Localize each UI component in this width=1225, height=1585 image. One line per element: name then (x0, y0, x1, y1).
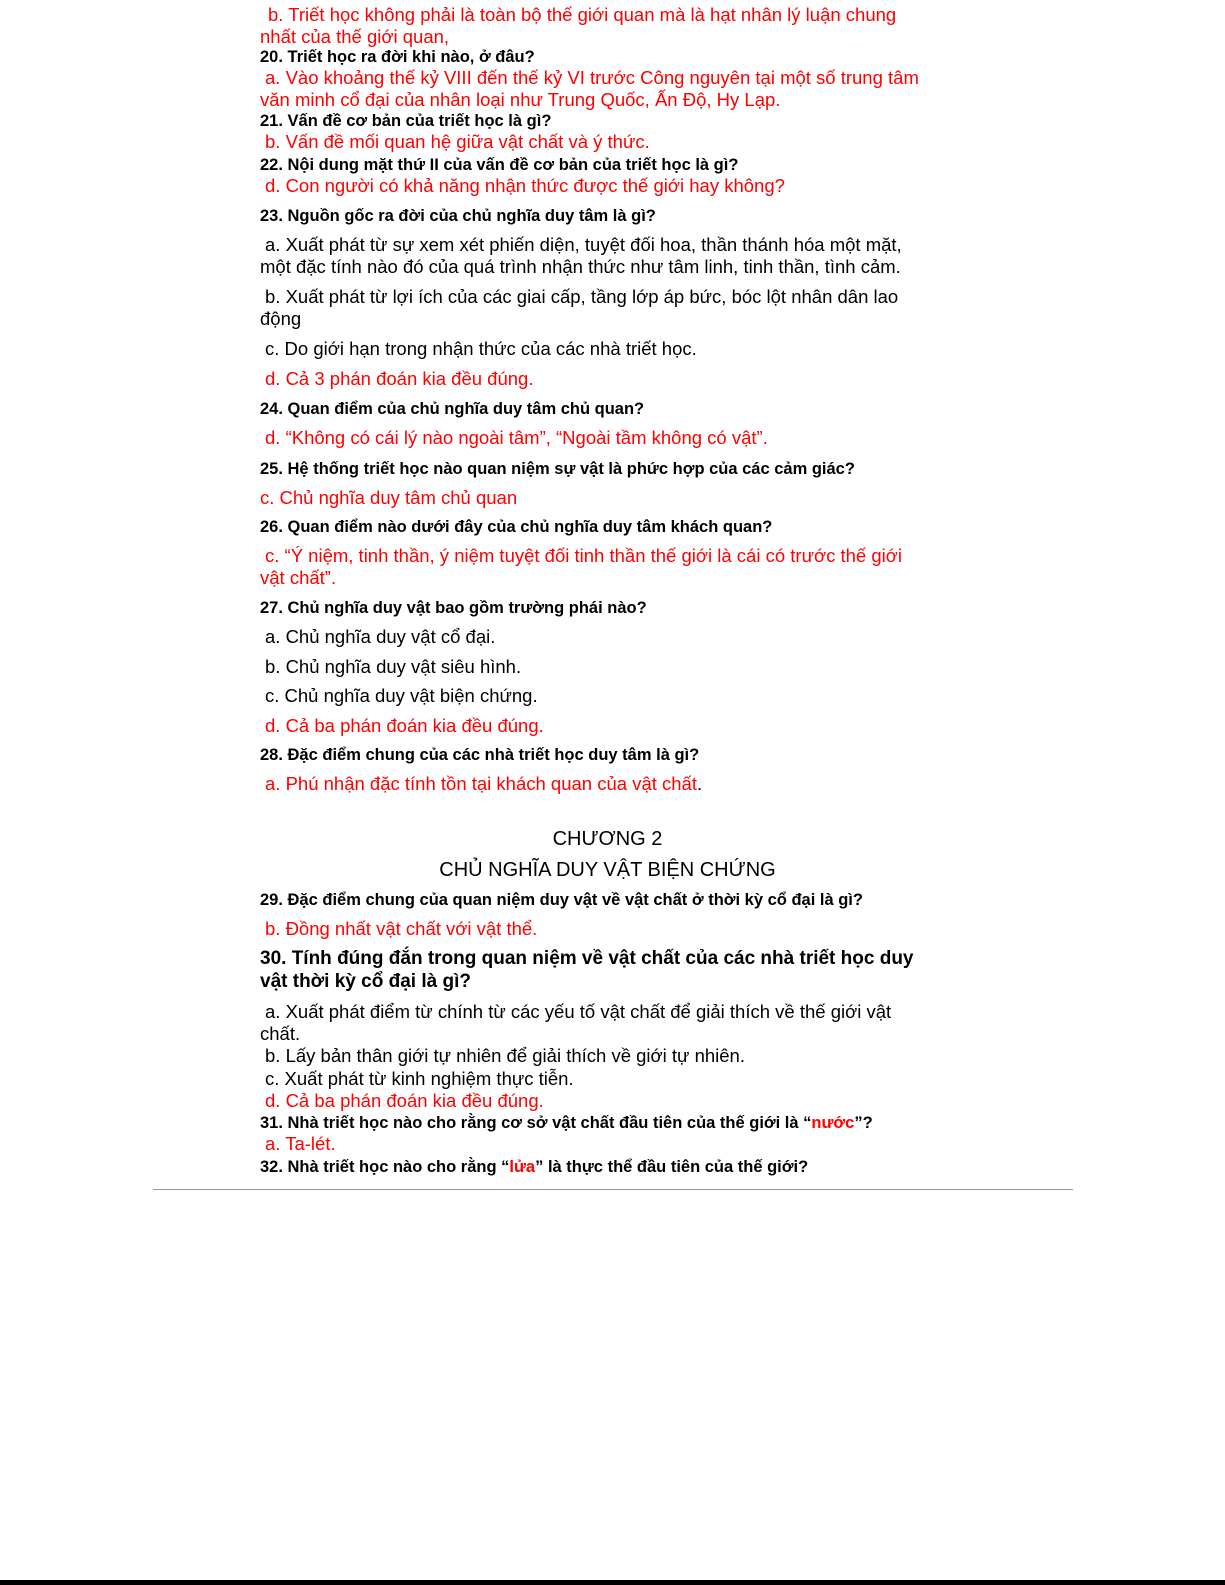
question-26: 26. Quan điểm nào dưới đây của chủ nghĩa duy tâm khách quan? (260, 518, 773, 536)
question-30-line2: vật thời kỳ cổ đại là gì? (260, 971, 471, 992)
question-28: 28. Đặc điểm chung của các nhà triết học duy tâm là gì? (260, 746, 700, 764)
answer-21b: b. Vấn đề mối quan hệ giữa vật chất và ý thức. (265, 131, 650, 152)
answer-26c-line2: vật chất”. (260, 567, 337, 588)
answer-26c-line1: c. “Ý niệm, tinh thần, ý niệm tuyệt đối tinh thần thế giới là cái có trước thế giới (265, 545, 902, 566)
option-23c: c. Do giới hạn trong nhận thức của các nhà triết học. (265, 338, 697, 359)
question-29: 29. Đặc điểm chung của quan niệm duy vật về vật chất ở thời kỳ cổ đại là gì? (260, 891, 863, 909)
answer-27d: d. Cả ba phán đoán kia đều đúng. (265, 715, 544, 736)
option-23a-line2: một đặc tính nào đó của quá trình nhận thức như tâm linh, tinh thần, tình cảm. (260, 256, 901, 277)
question-22: 22. Nội dung mặt thứ II của vấn đề cơ bản của triết học là gì? (260, 156, 739, 174)
option-27b: b. Chủ nghĩa duy vật siêu hình. (265, 656, 522, 677)
option-23b-line1: b. Xuất phát từ lợi ích của các giai cấp, tầng lớp áp bức, bóc lột nhân dân lao (265, 286, 899, 307)
answer-28a-text: a. Phú nhận đặc tính tồn tại khách quan của vật chất (265, 773, 697, 794)
question-32-text: 32. Nhà triết học nào cho rằng “ (260, 1158, 510, 1176)
answer-19b-line1: b. Triết học không phải là toàn bộ thế giới quan mà là hạt nhân lý luận chung (268, 4, 897, 25)
answer-29b: b. Đồng nhất vật chất với vật thể. (265, 918, 538, 939)
question-31-end: ”? (854, 1114, 873, 1132)
option-30a-line1: a. Xuất phát điểm từ chính từ các yếu tố vật chất để giải thích về thế giới vật (265, 1001, 892, 1022)
page-divider (153, 1189, 1073, 1190)
question-20: 20. Triết học ra đời khi nào, ở đâu? (260, 48, 535, 66)
question-24: 24. Quan điểm của chủ nghĩa duy tâm chủ quan? (260, 400, 645, 418)
answer-19b-line2: nhất của thế giới quan, (260, 26, 450, 47)
answer-20a-line1: a. Vào khoảng thế kỷ VIII đến thế kỷ VI trước Công nguyên tại một số trung tâm (265, 67, 919, 88)
chapter-title: CHỦ NGHĨA DUY VẬT BIỆN CHỨNG (439, 859, 776, 881)
answer-20a-line2: văn minh cổ đại của nhân loại như Trung Quốc, Ấn Độ, Hy Lạp. (260, 89, 781, 110)
option-30c: c. Xuất phát từ kinh nghiệm thực tiễn. (265, 1068, 574, 1089)
answer-24d: d. “Không có cái lý nào ngoài tâm”, “Ngoài tầm không có vật”. (265, 427, 768, 448)
option-23b-line2: động (260, 308, 302, 329)
question-32-end: ” là thực thể đầu tiên của thế giới? (535, 1158, 809, 1176)
answer-28a (265, 773, 965, 795)
option-23a-line1: a. Xuất phát từ sự xem xét phiến diện, tuyệt đối hoa, thần thánh hóa một mặt, (265, 234, 902, 255)
answer-28a-period: . (696, 773, 703, 794)
question-31-keyword: nước (811, 1114, 855, 1132)
option-27c: c. Chủ nghĩa duy vật biện chứng. (265, 685, 538, 706)
question-25: 25. Hệ thống triết học nào quan niệm sự vật là phức hợp của các cảm giác? (260, 460, 855, 478)
bottom-border (0, 1580, 1225, 1585)
question-32 (260, 1156, 960, 1178)
question-31-text: 31. Nhà triết học nào cho rằng cơ sở vật chất đầu tiên của thế giới là “ (260, 1114, 812, 1132)
option-30a-line2: chất. (260, 1023, 301, 1044)
question-31 (260, 1112, 960, 1134)
question-27: 27. Chủ nghĩa duy vật bao gồm trường phái nào? (260, 599, 647, 617)
question-23: 23. Nguồn gốc ra đời của chủ nghĩa duy tâm là gì? (260, 207, 656, 225)
option-27a: a. Chủ nghĩa duy vật cổ đại. (265, 626, 496, 647)
question-30-line1: 30. Tính đúng đắn trong quan niệm về vật chất của các nhà triết học duy (260, 948, 914, 969)
chapter-number: CHƯƠNG 2 (552, 828, 663, 850)
answer-23d: d. Cả 3 phán đoán kia đều đúng. (265, 368, 534, 389)
question-21: 21. Vấn đề cơ bản của triết học là gì? (260, 112, 552, 130)
answer-31a: a. Ta-lét. (265, 1133, 336, 1154)
question-32-keyword: lửa (509, 1158, 536, 1176)
answer-30d: d. Cả ba phán đoán kia đều đúng. (265, 1090, 544, 1111)
option-30b: b. Lấy bản thân giới tự nhiên để giải thích về giới tự nhiên. (265, 1045, 745, 1066)
answer-25c: c. Chủ nghĩa duy tâm chủ quan (260, 487, 518, 508)
answer-22d: d. Con người có khả năng nhận thức được thế giới hay không? (265, 175, 785, 196)
